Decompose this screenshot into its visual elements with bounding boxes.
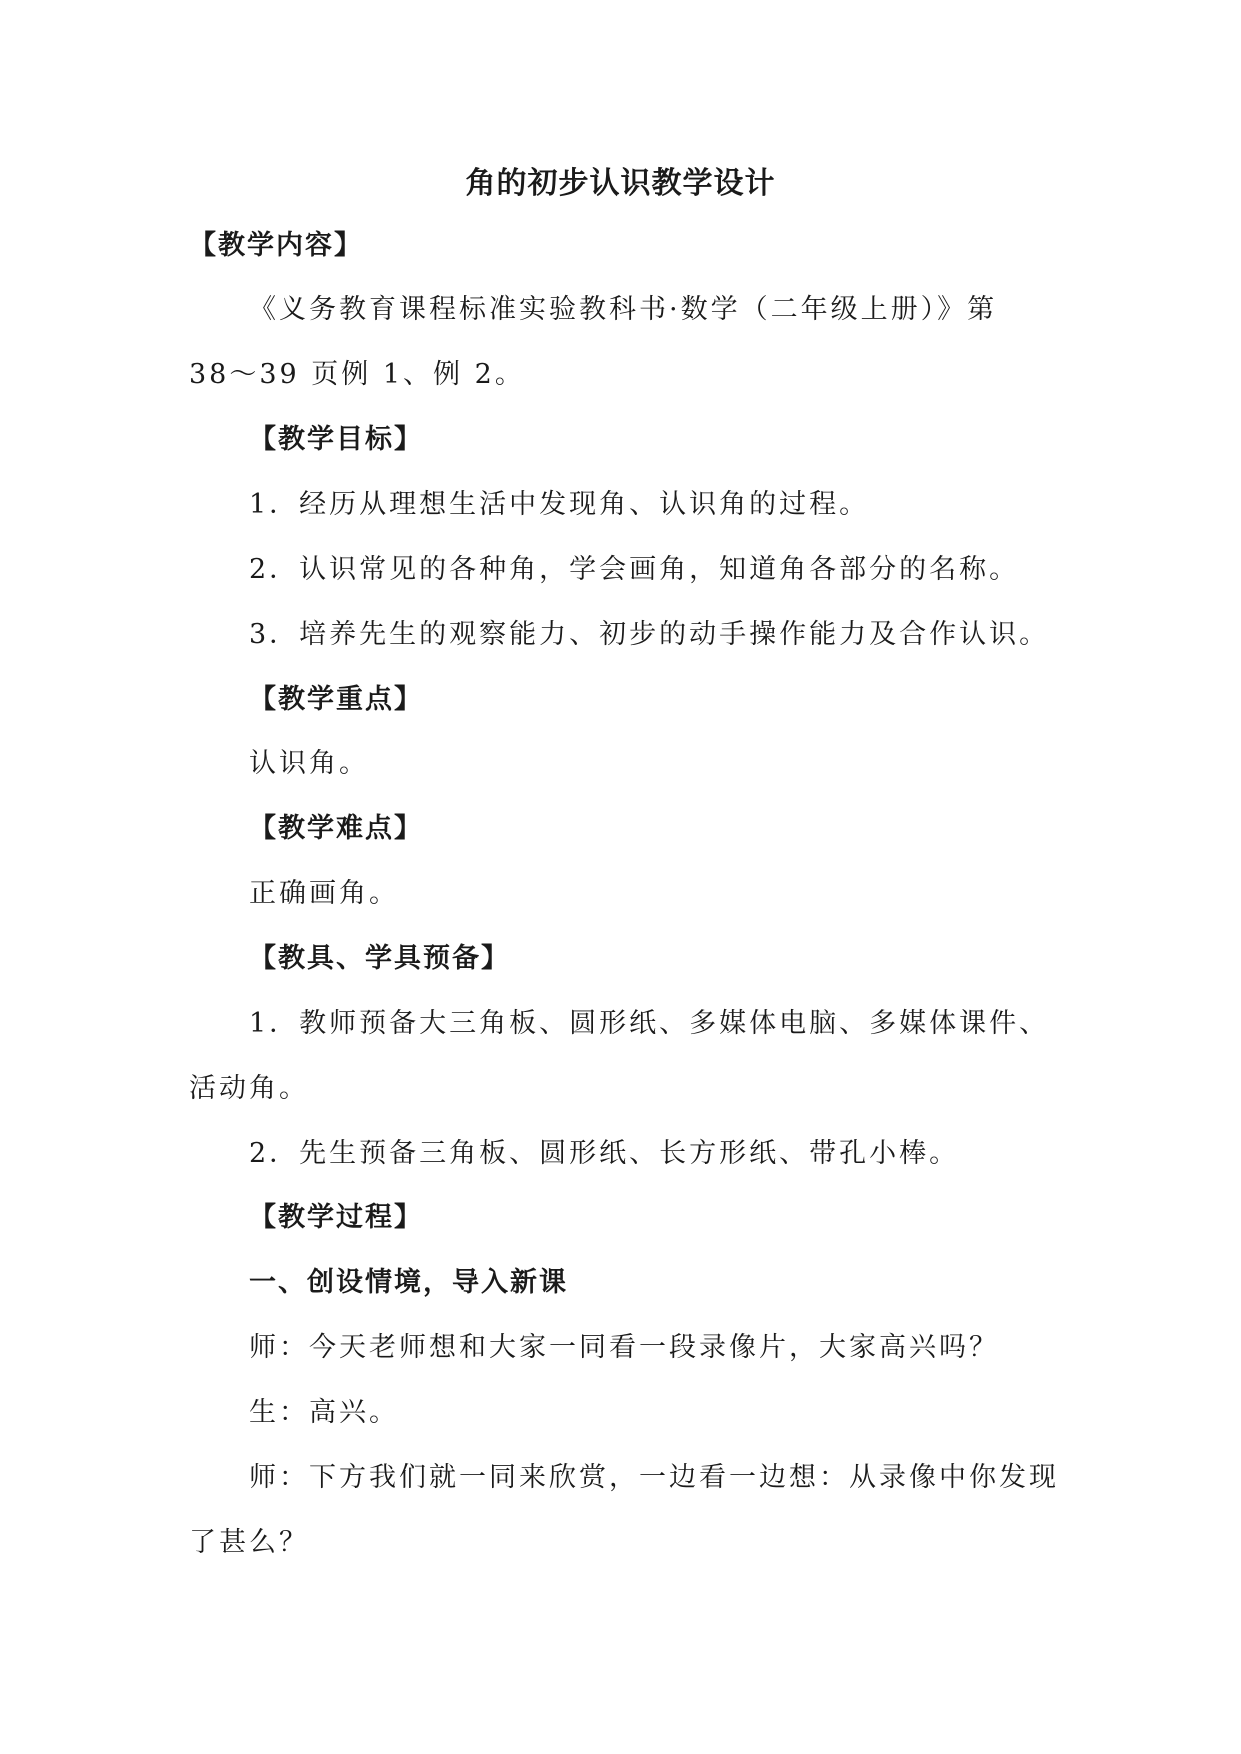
- subsection-heading: 一、创设情境，导入新课: [249, 1267, 568, 1298]
- section-heading-process: 【教学过程】: [249, 1202, 423, 1233]
- document-title: 角的初步认识教学设计: [465, 166, 776, 201]
- dialogue-line: 师：下方我们就一同来欣赏，一边看一边想：从录像中你发现: [249, 1462, 1059, 1493]
- section-heading-teaching-goals: 【教学目标】: [249, 424, 423, 455]
- section-heading-difficulties: 【教学难点】: [249, 813, 423, 844]
- section-heading-teaching-content: 【教学内容】: [189, 230, 363, 261]
- paragraph-line: 正确画角。: [249, 878, 399, 909]
- paragraph-line: 活动角。: [189, 1073, 309, 1104]
- list-item: 1．经历从理想生活中发现角、认识角的过程。: [249, 489, 870, 520]
- list-item: 2．认识常见的各种角，学会画角，知道角各部分的名称。: [249, 554, 1020, 585]
- list-item: 2．先生预备三角板、圆形纸、长方形纸、带孔小棒。: [249, 1138, 960, 1169]
- list-item: 1．教师预备大三角板、圆形纸、多媒体电脑、多媒体课件、: [249, 1008, 1050, 1039]
- paragraph-line: 《义务教育课程标准实验教科书·数学（二年级上册）》第: [249, 294, 998, 325]
- section-heading-materials: 【教具、学具预备】: [249, 943, 510, 974]
- paragraph-line: 38～39 页例 1、例 2。: [189, 359, 525, 390]
- dialogue-line: 师：今天老师想和大家一同看一段录像片，大家高兴吗？: [249, 1332, 999, 1363]
- section-heading-key-points: 【教学重点】: [249, 684, 423, 715]
- paragraph-line: 认识角。: [249, 748, 369, 779]
- paragraph-line: 了甚么？: [189, 1527, 309, 1558]
- list-item: 3．培养先生的观察能力、初步的动手操作能力及合作认识。: [249, 619, 1050, 650]
- dialogue-line: 生：高兴。: [249, 1397, 399, 1428]
